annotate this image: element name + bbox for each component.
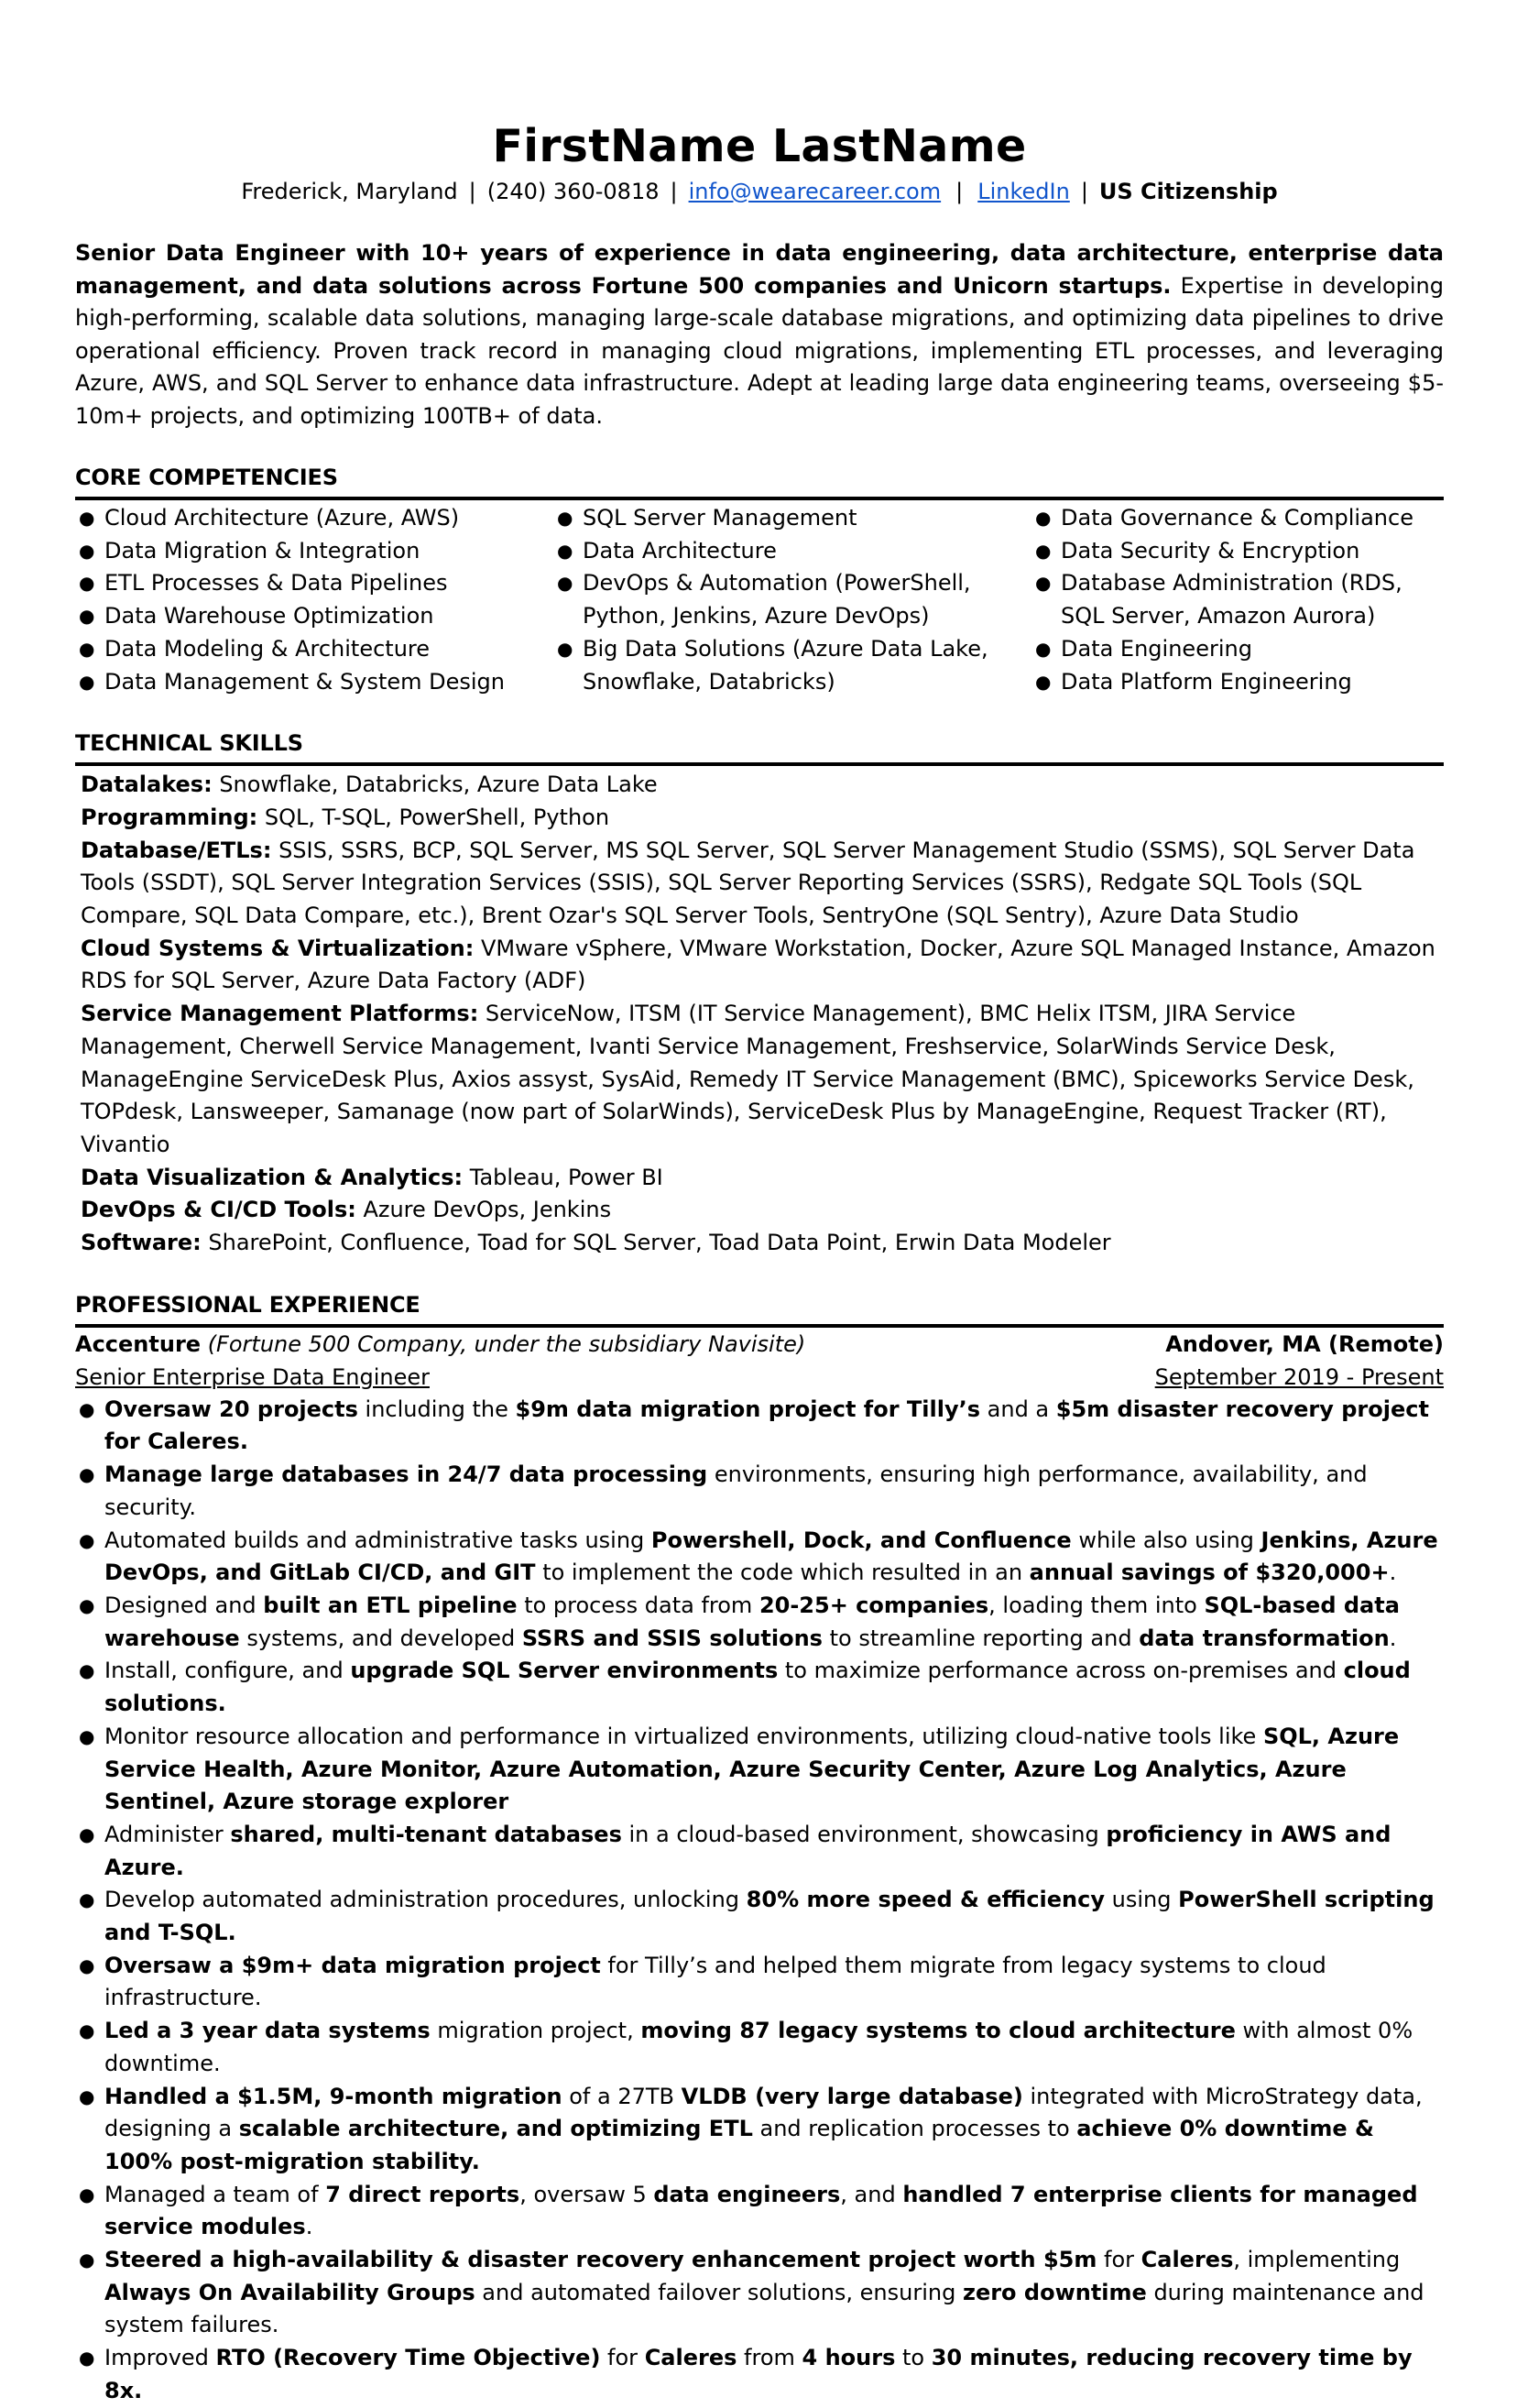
experience-bullet <box>75 1721 1444 1819</box>
bullet-bold-run: PowerShell scripting and T-SQL. <box>104 1887 1435 1946</box>
bullet-bold-run: Oversaw a $9m+ data migration project <box>104 1952 601 1978</box>
bullet-bold-run: built an ETL pipeline <box>263 1592 518 1618</box>
contact-line <box>75 177 1444 206</box>
bullet-bold-run: VLDB (very large database) <box>681 2083 1023 2109</box>
bullet-text-run: integrated with MicroStrategy data, designing a <box>104 2083 1423 2142</box>
bullet-bold-run: Caleres <box>1140 2247 1234 2273</box>
competency-item: ● Data Warehouse Optimization <box>75 600 553 633</box>
bullet-bold-run: upgrade SQL Server environments <box>350 1658 779 1684</box>
competencies-grid <box>75 500 1444 698</box>
bullet-bold-run: handled 7 enterprise clients for managed service modules <box>104 2181 1418 2240</box>
bullet-text-run: , implementing <box>1233 2247 1401 2273</box>
skill-label: Database/ETLs: <box>81 837 272 863</box>
bullet-bold-run: Caleres <box>644 2345 737 2371</box>
experience-bullet <box>75 2081 1444 2179</box>
experience-bullet <box>75 2342 1444 2407</box>
bullet-text-run: in a cloud-based environment, showcasing <box>621 1821 1107 1847</box>
company-note: (Fortune 500 Company, under the subsidiary Navisite) <box>201 1330 806 1357</box>
resume-page <box>75 119 1444 2408</box>
skill-value: SQL, T-SQL, PowerShell, Python <box>257 804 610 830</box>
bullet-text-run: with almost 0% downtime. <box>104 2018 1413 2076</box>
competency-item: ● Data Modeling & Architecture <box>75 633 553 666</box>
competencies-column <box>75 502 553 698</box>
job-location: Andover, MA (Remote) <box>1165 1330 1444 1357</box>
job-title: Senior Enterprise Data Engineer <box>75 1363 430 1390</box>
bullet-bold-run: zero downtime <box>962 2279 1147 2305</box>
experience-bullet <box>75 1819 1444 1884</box>
bullet-bold-run: moving 87 legacy systems to cloud architecture <box>640 2018 1236 2044</box>
skill-line <box>81 1162 1438 1195</box>
experience-bullet <box>75 1459 1444 1524</box>
section-title-technical-skills: TECHNICAL SKILLS <box>75 728 1444 766</box>
bullet-text-run: Designed and <box>104 1592 264 1618</box>
bullet-bold-run: Led a 3 year data systems <box>104 2018 431 2044</box>
phone-text: (240) 360-0818 <box>486 179 660 204</box>
skill-line <box>81 769 1438 802</box>
bullet-text-run: for <box>600 2345 645 2371</box>
bullet-bold-run: proficiency in AWS and Azure. <box>104 1821 1391 1880</box>
linkedin-link[interactable]: LinkedIn <box>977 179 1070 204</box>
bullet-bold-run: Powershell, Dock, and Confluence <box>650 1527 1072 1553</box>
experience-bullet <box>75 1655 1444 1720</box>
bullet-bold-run: Steered a high-availability & disaster recovery enhancement project worth $5m <box>104 2247 1097 2273</box>
bullet-text-run: and replication processes to <box>752 2116 1077 2142</box>
bullet-bold-run: SQL-based data warehouse <box>104 1592 1400 1651</box>
bullet-text-run: . <box>305 2214 313 2240</box>
bullet-bold-run: 20-25+ companies <box>758 1592 989 1618</box>
bullet-bold-run: 30 minutes, reducing recovery time by 8x. <box>104 2345 1413 2403</box>
bullet-text-run: including the <box>357 1396 516 1422</box>
skill-label: Programming: <box>81 804 258 830</box>
bullet-bold-run: $5m disaster recovery project for Caleres. <box>104 1396 1429 1455</box>
bullet-bold-run: Manage large databases in 24/7 data processing <box>104 1461 708 1488</box>
experience-bullet <box>75 1525 1444 1590</box>
bullet-text-run: to process data from <box>517 1592 759 1618</box>
experience-bullet <box>75 2179 1444 2244</box>
skill-line <box>81 802 1438 835</box>
bullet-bold-run: scalable architecture, and optimizing ETL <box>238 2116 753 2142</box>
separator: | <box>670 179 678 204</box>
bullet-bold-run: 4 hours <box>802 2345 896 2371</box>
competency-item: ● ETL Processes & Data Pipelines <box>75 567 553 600</box>
bullet-text-run: and automated failover solutions, ensuring <box>475 2279 963 2305</box>
skill-value: Azure DevOps, Jenkins <box>355 1197 612 1223</box>
bullet-bold-run: shared, multi-tenant databases <box>230 1821 622 1847</box>
company-name: Accenture <box>75 1330 202 1357</box>
competency-item: ● Data Governance & Compliance <box>1031 502 1416 535</box>
bullet-bold-run: $9m data migration project for Tilly’s <box>515 1396 981 1422</box>
skill-label: DevOps & CI/CD Tools: <box>81 1197 356 1223</box>
location-text: Frederick, Maryland <box>241 179 458 204</box>
skill-line <box>81 933 1438 998</box>
skill-label: Datalakes: <box>81 772 213 798</box>
section-title-core-competencies: CORE COMPETENCIES <box>75 462 1444 500</box>
skill-label: Service Management Platforms: <box>81 1001 479 1027</box>
competency-item: ● Data Engineering <box>1031 633 1416 666</box>
competency-item: ● Data Platform Engineering <box>1031 666 1416 699</box>
skill-label: Data Visualization & Analytics: <box>81 1164 464 1190</box>
bullet-text-run: to streamline reporting and <box>822 1625 1140 1651</box>
bullet-text-run: using <box>1105 1887 1179 1913</box>
competency-item: ● Data Security & Encryption <box>1031 535 1416 568</box>
competency-item: ● SQL Server Management <box>553 502 1031 535</box>
bullet-text-run: Install, configure, and <box>104 1658 351 1684</box>
bullet-text-run: Improved <box>104 2345 216 2371</box>
bullet-text-run: . <box>1389 1560 1397 1586</box>
section-title-professional-experience: PROFESSIONAL EXPERIENCE <box>75 1289 1444 1328</box>
bullet-text-run: Managed a team of <box>104 2181 326 2207</box>
bullet-text-run: for <box>1097 2247 1141 2273</box>
job-bullets <box>75 1394 1444 2408</box>
bullet-text-run: of a 27TB <box>562 2083 682 2109</box>
experience-bullet <box>75 1590 1444 1655</box>
bullet-bold-run: Handled a $1.5M, 9-month migration <box>104 2083 562 2109</box>
competency-item: ● Cloud Architecture (Azure, AWS) <box>75 502 553 535</box>
bullet-text-run: from <box>737 2345 802 2371</box>
bullet-bold-run: cloud solutions. <box>104 1658 1411 1717</box>
skill-line <box>81 1194 1438 1227</box>
bullet-bold-run: achieve 0% downtime & 100% post-migration stability. <box>104 2116 1374 2174</box>
competency-item: ● Data Management & System Design <box>75 666 553 699</box>
bullet-text-run: , loading them into <box>988 1592 1205 1618</box>
bullet-bold-run: annual savings of $320,000+ <box>1029 1560 1390 1586</box>
bullet-bold-run: 7 direct reports <box>325 2181 520 2207</box>
bullet-text-run: and a <box>980 1396 1056 1422</box>
bullet-bold-run: 80% more speed & efficiency <box>746 1887 1106 1913</box>
bullet-text-run: to implement the code which resulted in an <box>535 1560 1030 1586</box>
bullet-text-run: Automated builds and administrative tasks using <box>104 1527 651 1553</box>
company-line <box>75 1328 805 1361</box>
experience-bullet <box>75 1950 1444 2015</box>
email-link[interactable]: info@wearecareer.com <box>688 179 942 204</box>
bullet-text-run: , oversaw 5 <box>519 2181 654 2207</box>
bullet-text-run: environments, ensuring high performance, availability, and security. <box>104 1461 1368 1520</box>
separator: | <box>468 179 476 204</box>
skill-value: VMware vSphere, VMware Workstation, Docker, Azure SQL Managed Instance, Amazon RDS for SQL Server, Azure Data Factory (ADF) <box>81 935 1435 994</box>
bullet-bold-run: Oversaw 20 projects <box>104 1396 358 1422</box>
skill-label: Software: <box>81 1230 202 1256</box>
bullet-text-run: systems, and developed <box>239 1625 522 1651</box>
job-dates: September 2019 - Present <box>1154 1363 1444 1390</box>
technical-skills-list <box>75 766 1444 1260</box>
bullet-text-run: while also using <box>1071 1527 1261 1553</box>
competency-item: ● Big Data Solutions (Azure Data Lake, Snowflake, Databricks) <box>553 633 1031 698</box>
bullet-bold-run: Jenkins, Azure DevOps, and GitLab CI/CD, and GIT <box>104 1527 1438 1586</box>
competency-item: ● Data Migration & Integration <box>75 535 553 568</box>
skill-value: Tableau, Power BI <box>463 1164 663 1190</box>
skill-line <box>81 835 1438 933</box>
bullet-text-run: Administer <box>104 1821 231 1847</box>
experience-bullet <box>75 1884 1444 1949</box>
skill-value: SharePoint, Confluence, Toad for SQL Server, Toad Data Point, Erwin Data Modeler <box>201 1230 1111 1256</box>
competencies-column <box>1031 502 1416 698</box>
experience-bullet <box>75 2015 1444 2080</box>
bullet-text-run: for Tilly’s and helped them migrate from legacy systems to cloud infrastructure. <box>104 1952 1326 2011</box>
competencies-column <box>553 502 1031 698</box>
bullet-text-run: , and <box>840 2181 903 2207</box>
skill-label: Cloud Systems & Virtualization: <box>81 935 475 961</box>
job-title-row <box>75 1361 1444 1394</box>
bullet-bold-run: data transformation <box>1139 1625 1390 1651</box>
candidate-name: FirstName LastName <box>492 120 1027 172</box>
skill-value: Snowflake, Databricks, Azure Data Lake <box>212 772 658 798</box>
bullet-text-run: to maximize performance across on-premises and <box>778 1658 1344 1684</box>
bullet-text-run: migration project, <box>430 2018 641 2044</box>
experience-bullet <box>75 1394 1444 1459</box>
bullet-text-run: during maintenance and system failures. <box>104 2279 1424 2338</box>
skill-line <box>81 998 1438 1162</box>
professional-summary <box>75 237 1444 432</box>
bullet-bold-run: data engineers <box>653 2181 841 2207</box>
separator: | <box>1080 179 1088 204</box>
bullet-text-run: Develop automated administration procedures, unlocking <box>104 1887 747 1913</box>
experience-bullet <box>75 2244 1444 2342</box>
job-header <box>75 1328 1444 1361</box>
citizenship-text: US Citizenship <box>1098 179 1278 204</box>
bullet-text-run: . <box>1389 1625 1397 1651</box>
bullet-text-run: to <box>895 2345 932 2371</box>
summary-lead: Senior Data Engineer with 10+ years of experience in data engineering, data architecture, enterprise data management, and data solutions across Fortune 500 companies and Unicorn startups. <box>75 240 1444 299</box>
competency-item: ● Data Architecture <box>553 535 1031 568</box>
bullet-bold-run: SSRS and SSIS solutions <box>521 1625 823 1651</box>
bullet-bold-run: SQL, Azure Service Health, Azure Monitor, Azure Automation, Azure Security Center, Azure Log Analytics, Azure Sentinel, Azure storage explorer <box>104 1723 1400 1815</box>
skill-value: SSIS, SSRS, BCP, SQL Server, MS SQL Server, SQL Server Management Studio (SSMS), SQL Server Data Tools (SSDT), SQL Server Integration Services (SSIS), SQL Server Reporting Services (SSRS), Redgate SQL Tools (SQL Compare, SQL Data Compare, etc.), Brent Ozar's SQL Server Tools, SentryOne (SQL Sentry), Azure Data Studio <box>81 837 1415 929</box>
competency-item: ● DevOps & Automation (PowerShell, Python, Jenkins, Azure DevOps) <box>553 567 1031 632</box>
bullet-bold-run: Always On Availability Groups <box>104 2279 475 2305</box>
bullet-text-run: Monitor resource allocation and performance in virtualized environments, utilizing cloud-native tools like <box>104 1723 1263 1749</box>
skill-value: ServiceNow, ITSM (IT Service Management), BMC Helix ITSM, JIRA Service Management, Cherwell Service Management, Ivanti Service Management, Freshservice, SolarWinds Service Desk, ManageEngine ServiceDesk Plus, Axios assyst, SysAid, Remedy IT Service Management (BMC), Spiceworks Service Desk, TOPdesk, Lansweeper, Samanage (now part of SolarWinds), ServiceDesk Plus by ManageEngine, Request Tracker (RT), Vivantio <box>81 1001 1414 1157</box>
summary-body: Expertise in developing high-performing, scalable data solutions, managing large-scale database migrations, and optimizing data pipelines to drive operational efficiency. Proven track record in managing cloud migrations, implementing ETL processes, and leveraging Azure, AWS, and SQL Server to enhance data infrastructure. Adept at leading large data engineering teams, overseeing $5-10m+ projects, and optimizing 100TB+ of data. <box>75 272 1444 429</box>
skill-line <box>81 1227 1438 1260</box>
separator: | <box>955 179 964 204</box>
competency-item: ● Database Administration (RDS, SQL Server, Amazon Aurora) <box>1031 567 1416 632</box>
bullet-bold-run: RTO (Recovery Time Objective) <box>215 2345 601 2371</box>
